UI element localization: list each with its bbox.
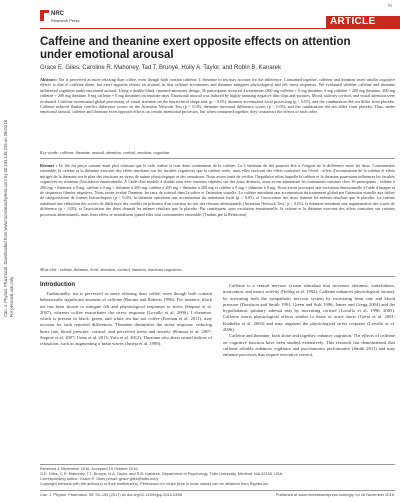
section-heading-introduction: Introduction [40,282,75,288]
copyright-notice: Copyright remains with the author(s) or their institution(s). Permission for reuse (free in most cases) can be obtained from RightsLink. [40,481,269,486]
intro-column-left [40,291,212,348]
page-number: 93 [388,3,392,8]
header-rule [40,28,400,29]
keywords-text: caffeine, theanine, arousal, attention, cortisol, emotion, cognition. [60,150,171,155]
mots-cles-text: caféine, théanine, éveil, attention, cortisol, émotion, fonctions cognitives. [59,267,183,272]
intro-column-right [223,283,395,359]
author-list: Grace E. Giles, Caroline R. Mahoney, Tad T. Brunyé, Holly A. Taylor, and Robin B. Kanarek [40,65,282,71]
resume-label: Résumé : [40,163,58,168]
abstract-english [40,77,395,115]
footer-divider [40,490,395,491]
intro-paragraph: Caffeine is a central nervous system stimulant that increases alertness, wakefulness, motivation, and motor activity (Nehlig et al. 1992). Caffeine enhances physiological arousal, by activating both the sympathetic nervous system by increasing heart rate and blood pressure (Davidson and Smith 1991; Green and Suls 1996; James and Gregg 2004) and the hypothalamic pituitary adrenal axis by increasing cortisol (Lovallo et al. 1996, 2005). Caffeine exerts physiological effects similar to those of acute stress (Gerra et al. 2001; Kudielka et al. 2004) and may augment the physiological stress response (Lovallo et al. 2006). [223,283,395,333]
keywords-label: Key words: [40,150,60,155]
side-download-note [3,120,25,450]
logo-line2: Research Press [51,18,80,23]
side-note-line1: Can. J. Physiol. Pharmacol. Downloaded from www.nrcresearchpress.com by 50.234.138.226 on 09/24/18 [3,120,8,318]
resume-text: Le thé est perçu comme étant plus relaxant que le café, même si tous deux contiennent de la caféine. La L-théanine du thé pourrait être à l'origine de la différence entre les deux. Consommées ensemble, la caféine et la théanine exercent des effets similaires sur les facultés cognitives que la caféine seule, mais elles exercent des effets contraires sur l'éveil : effets d'accentuation de la caféine et effets mitigés de la théanine sur le plan des réactions au stress de nature physiologique et des sensations. Nous avons tenté de vérifier l'hypothèse selon laquelle la caféine et la théanine pourraient influencer les facultés cognitives en situation d'excitation émotionnelle. À l'aide d'un modèle à double insu avec mesures répétées sur des jours distincts, nous avons administré les traitements suivants chez 36 participants : caféine à 200 mg + théanine à 0 mg, caféine à 0 mg + théanine à 200 mg, caféine à 200 mg + théanine à 200 mg et caféine à 0 mg + théanine à 0 mg. Nous avons provoqué une excitation émotionnelle à l'aide d'images et de séquences filmées négatives. Nous avons évalué l'humeur, les taux de cortisol dans la salive et l'attention visuelle. La caféine entraînait une accentuation du traitement global par l'attention visuelle aux tâches de catégorisation de formes hiérarchiques (p < 0,05), la théanine entraînait une accentuation du traitement local (p < 0,05), et l'association des deux donnait les mêmes résultats que le placebo. La caféine entraînait une réduction des scores de différence des conflits en présence d'un coacteur au test des réseaux attentionnels (Attention Network Test ; p < 0,05), la théanine entraînait une augmentation des scores de différence (p < 0,05), et l'association des deux donnait les mêmes résultats que le placebo. Par conséquent, sous excitation émotionnelle, la caféine et la théanine exercent des effets contraires sur certains processus attentionnels, mais leurs effets se neutralisent quand elles sont consommées ensemble. [Traduit par la Rédaction] [40,163,395,217]
keywords-english [40,150,395,155]
keywords-french [40,267,395,272]
side-note-line2: For personal use only. [9,276,14,318]
abstract-label: Abstract: [40,77,57,82]
mots-cles-label: Mots-clés : [40,267,59,272]
intro-paragraph: Caffeine and theanine, both alone and together, enhance cognition. The effects of caffeine on cognitive function have been studied extensively. This research has demonstrated that caffeine reliably enhances vigilance and psychomotor performance (Smith 2011) and may enhance processes that require executive control, [223,333,395,358]
corresponding-author: Corresponding author: Grace E. Giles (email: grace.giles@tufts.edu). [40,476,159,481]
article-label: ARTICLE [330,16,376,27]
article-type-banner [326,16,400,28]
logo-line1: NRC [51,11,64,17]
citation-right: Published at www.nrcresearchpress.com/cjpp on 16 November 2016. [275,492,395,497]
citation-left: Can. J. Physiol. Pharmacol. 95: 93–100 (2017) dx.doi.org/10.1139/cjpp-2016-0498 [40,492,182,497]
citation-line [40,492,395,497]
abstract-french [40,163,395,217]
publisher-logo [40,10,80,28]
received-date: Received 4 September 2016. Accepted 19 October 2016. [40,466,139,471]
footer-divider [40,464,395,465]
affiliations: G.E. Giles, C.R. Mahoney, T.T. Brunyé, H.A. Taylor, and R.B. Kanarek. Department of Psychology, Tufts University, Medford, MA 02155, USA. [40,471,284,476]
divider [40,276,395,277]
intro-paragraph: Traditionally, tea is perceived as more relaxing than coffee, even though both contain behaviorally significant amounts of caffeine (Barone and Roberts 1996). For instance, black tea has been shown to mitigate felt and physiological responses to stress (Steptoe et al. 2007), whereas coffee exacerbates the stress response (Lovallo et al. 2006). L-theanine, which is present in black, green, and white tea but not coffee (Keenan et al. 2011), may account for such reported differences. Theanine diminishes the stress response, reducing heart rate, blood pressure, cortisol, and perceived stress and anxiety (Kimura et al. 2007; Steptoe et al. 2007; Unno et al. 2013; Yoto et al. 2012). Theanine also alters neural indices of relaxation, such as augmenting α brain waves (Juneja et al. 1999). [40,291,212,347]
footer-notes [40,466,395,486]
divider [40,158,395,159]
abstract-text: Tea is perceived as more relaxing than coffee, even though both contain caffeine. L-theanine in tea may account for the difference. Consumed together, caffeine and theanine exert similar cognitive effects to that of caffeine alone, but exert opposite effects on arousal, in that caffeine accentuates and theanine mitigates physiological and felt stress responses. We evaluated whether caffeine and theanine influenced cognition under emotional arousal. Using a double-blind, repeated-measures design, 36 participants received 4 treatments (200 mg caffeine + 0 mg theanine, 0 mg caffeine + 200 mg theanine, 200 mg caffeine + 200 mg theanine, 0 mg caffeine + 0 mg theanine) on separate days. Emotional arousal was induced by highly arousing negative film clips and pictures. Mood, salivary cortisol, and visual attention were evaluated. Caffeine accentuated global processing of visual attention on the hierarchical shape task (p < 0.05), theanine accentuated local processing (p < 0.05), and the combination did not differ from placebo. Caffeine reduced flanker conflict difference scores on the Attention Network Test (p < 0.05), theanine increased difference scores (p < 0.05), and the combination did not differ from placebo. Thus, under emotional arousal, caffeine and theanine exert opposite effects on certain attentional processes, but when consumed together, they counteract the effects of each other. [40,77,395,115]
article-title: Caffeine and theanine exert opposite effects on attention under emotional arousal [40,36,351,61]
